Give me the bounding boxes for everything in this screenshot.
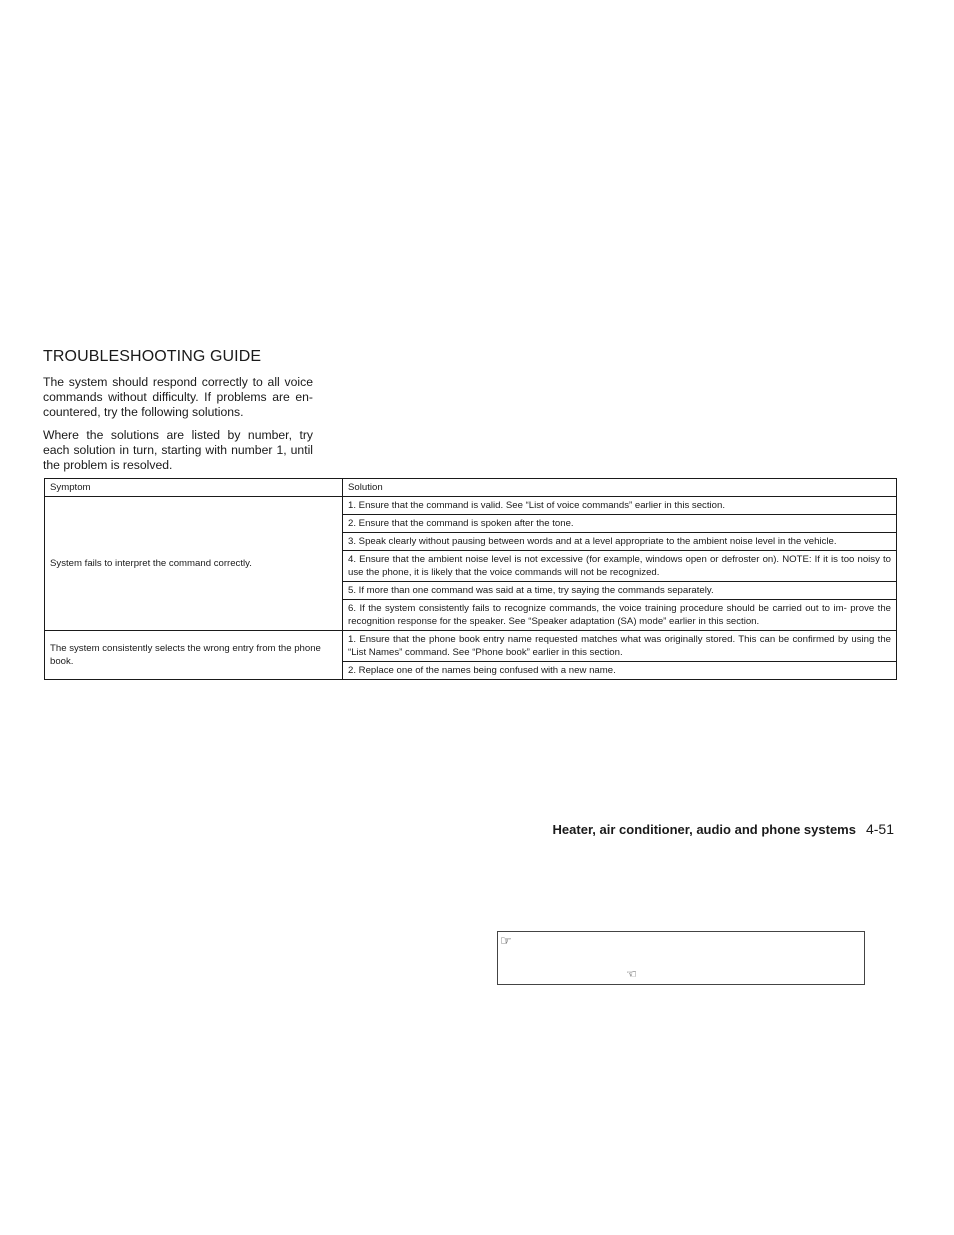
page-number: 4-51 xyxy=(865,821,894,837)
symptom-cell: The system consistently selects the wrong entry from the phone book. xyxy=(45,631,343,680)
solution-cell: 2. Ensure that the command is spoken after the tone. xyxy=(343,515,897,533)
pointing-hand-icon: ☜ xyxy=(626,967,637,981)
solution-cell: 1. Ensure that the command is valid. See “List of voice commands” earlier in this section. xyxy=(343,497,897,515)
solution-cell: 3. Speak clearly without pausing between words and at a level appropriate to the ambient noise level in the vehicle. xyxy=(343,533,897,551)
header-solution: Solution xyxy=(343,479,897,497)
intro-text xyxy=(43,375,313,480)
table-row xyxy=(45,631,897,662)
header-symptom: Symptom xyxy=(45,479,343,497)
intro-paragraph: Where the solutions are listed by number, try each solution in turn, starting with number 1, until the problem is resolved. xyxy=(43,427,313,473)
solution-cell: 2. Replace one of the names being confused with a new name. xyxy=(343,662,897,680)
note-box xyxy=(497,931,865,985)
solution-cell: 4. Ensure that the ambient noise level is not excessive (for example, windows open or defroster on). NOTE: If it is too noisy to use the phone, it is likely that the voice commands will not be recognized. xyxy=(343,551,897,582)
chapter-title: Heater, air conditioner, audio and phone systems xyxy=(552,822,856,837)
intro-paragraph: The system should respond correctly to all voice commands without difficulty. If problems are en- countered, try the following solutions. xyxy=(43,375,313,420)
symptom-cell: System fails to interpret the command correctly. xyxy=(45,497,343,631)
solution-cell: 6. If the system consistently fails to recognize commands, the voice training procedure should be carried out to im- prove the recognition response for the speaker. See “Speaker adaptation (SA) mode” earlier in this section. xyxy=(343,600,897,631)
table-row xyxy=(45,497,897,515)
section-title: TROUBLESHOOTING GUIDE xyxy=(43,348,262,365)
table-header-row xyxy=(45,479,897,497)
solution-cell: 1. Ensure that the phone book entry name requested matches what was originally stored. This can be confirmed by using the “List Names” command. See “Phone book” earlier in this section. xyxy=(343,631,897,662)
pointing-hand-icon: ☞ xyxy=(500,933,512,948)
solution-cell: 5. If more than one command was said at a time, try saying the commands separately. xyxy=(343,582,897,600)
page-footer xyxy=(553,821,894,837)
troubleshooting-table xyxy=(44,478,897,680)
